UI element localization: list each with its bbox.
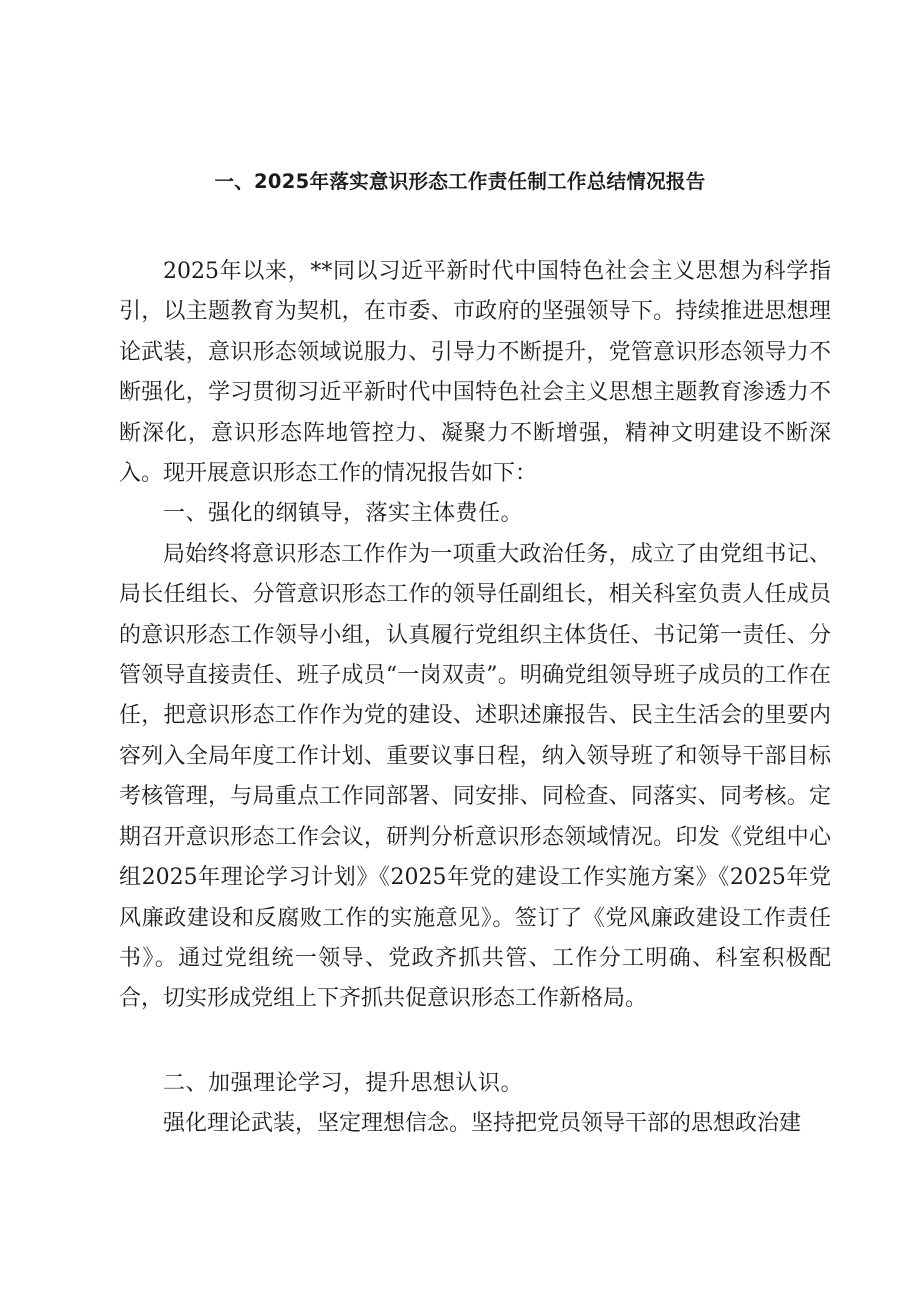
document-title: 一、2025年落实意识形态工作责任制工作总结情况报告 [214,170,706,193]
section-2-paragraph: 强化理论武装，坚定理想信念。坚持把党员领导干部的思想政治建 [163,1111,802,1137]
section-heading-2: 二、加强理论学习，提升思想认识。 [163,1070,524,1096]
intro-paragraph: 2025年以来，**同以习近平新时代中国特色社会主义思想为科学指引，以主题教育为契机，在市委、市政府的坚强领导下。持续推进思想理论武装，意识形态领域说服力、引导力不断提升，党管意识形态领导力不断强化，学习贯彻习近平新时代中国特色社会主义思想主题教育渗透力不断深化，意识形态阵地管控力、凝聚力不断增强，精神文明建设不断深入。现开展意识形态工作的情况报告如下： [119,259,831,487]
section-1-paragraph: 局始终将意识形态工作作为一项重大政治任务，成立了由党组书记、局长任组长、分管意识形态工作的领导任副组长，相关科室负责人任成员的意识形态工作领导小组，认真履行党组织主体货任、书记第一责任、分管领导直接责任、班子成员“一岗双责”。明确党组领导班子成员的工作在任，把意识形态工作作为党的建设、述职述廉报告、民主生活会的里要内容列入全局年度工作计划、重要议事日程，纳入领导班了和领导干部目标考核管理，与局重点工作同部署、同安排、同检查、同落实、同考核。定期召开意识形态工作会议，研判分析意识形态领域情况。印发《党组中心组2025年理论学习计划》《2025年党的建设工作实施方案》《2025年党风廉政建设和反腐败工作的实施意见》。签订了《党风廉政建设工作责任书》。通过党组统一领导、党政齐抓共管、工作分工明确、科室积极配合，切实形成党组上下齐抓共促意识形态工作新格局。 [119,541,831,1012]
document-body [119,252,831,1145]
paragraph-gap [119,1020,831,1064]
section-heading-1: 一、强化的纲镇导，落实主体费任。 [163,501,524,527]
